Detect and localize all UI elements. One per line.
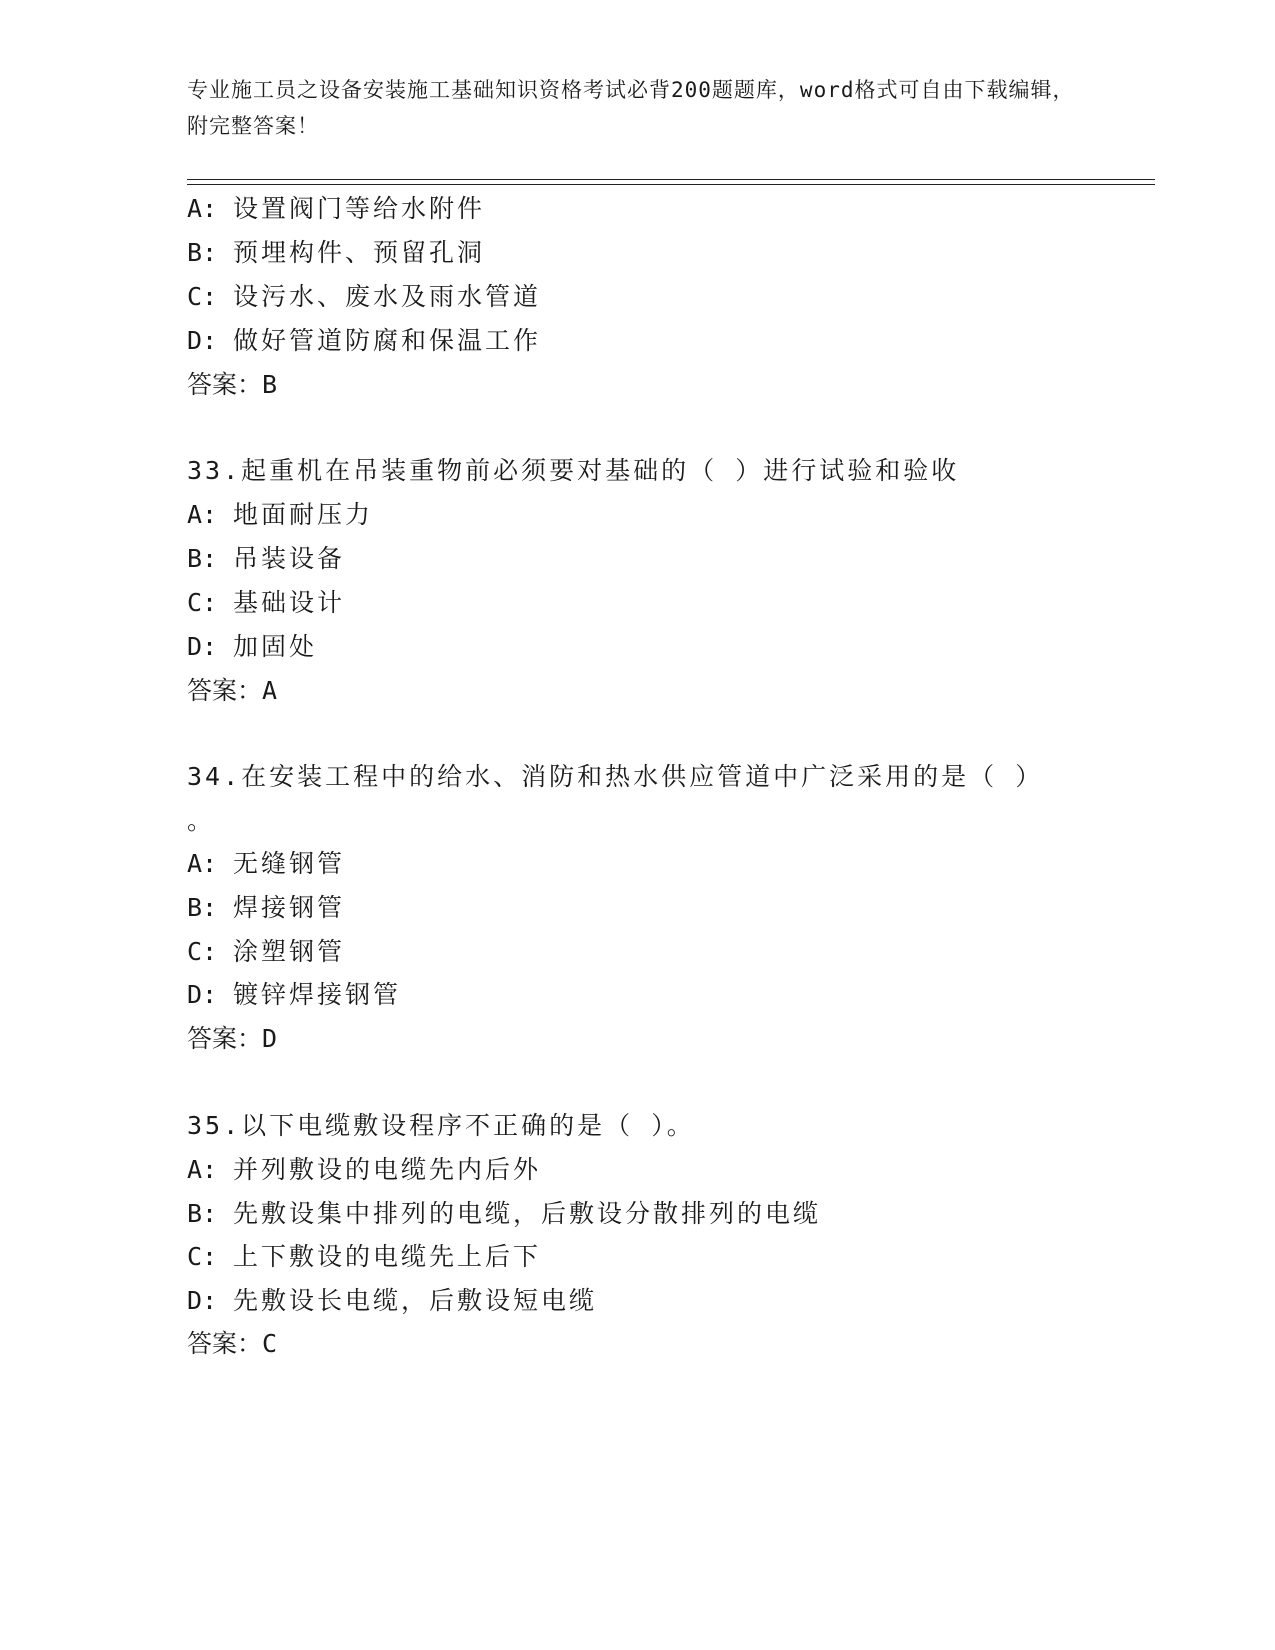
- option-key: A:: [187, 849, 218, 878]
- option-a: [187, 193, 485, 225]
- answer-value: A: [262, 676, 278, 705]
- answer-label: 答案：: [187, 370, 263, 399]
- option-text: 做好管道防腐和保温工作: [233, 326, 542, 355]
- option-text: 镀锌焊接钢管: [233, 980, 402, 1009]
- option-text: 加固处: [233, 632, 318, 661]
- option-text: 焊接钢管: [233, 893, 346, 922]
- option-text: 设污水、废水及雨水管道: [233, 282, 542, 311]
- answer-value: D: [262, 1024, 278, 1053]
- question-stem: 33.起重机在吊装重物前必须要对基础的（ ）进行试验和验收: [187, 456, 960, 485]
- option-key: A:: [187, 1155, 218, 1184]
- option-key: C:: [187, 1242, 218, 1271]
- answer-line: [187, 1328, 277, 1360]
- option-text: 并列敷设的电缆先内后外: [233, 1155, 542, 1184]
- answer-line: [187, 1023, 277, 1055]
- option-d: [187, 1285, 597, 1317]
- option-key: D:: [187, 326, 218, 355]
- option-text: 设置阀门等给水附件: [233, 194, 486, 223]
- option-key: B:: [187, 893, 218, 922]
- question-stem-continuation: 。: [187, 806, 216, 835]
- option-text: 地面耐压力: [233, 500, 374, 529]
- option-c: [187, 936, 345, 968]
- document-header: 专业施工员之设备安装施工基础知识资格考试必背200题题库，word格式可自由下载编辑，附完整答案！: [187, 78, 1075, 138]
- option-key: D:: [187, 980, 218, 1009]
- option-key: D:: [187, 632, 218, 661]
- header-divider-top: [187, 179, 1155, 180]
- answer-label: 答案：: [187, 1024, 263, 1053]
- option-key: C:: [187, 588, 218, 617]
- option-key: D:: [187, 1286, 218, 1315]
- option-a: [187, 848, 345, 880]
- option-key: B:: [187, 544, 218, 573]
- option-key: A:: [187, 194, 218, 223]
- option-key: A:: [187, 500, 218, 529]
- option-d: [187, 979, 401, 1011]
- option-text: 吊装设备: [233, 544, 346, 573]
- option-text: 涂塑钢管: [233, 937, 346, 966]
- option-c: [187, 587, 345, 619]
- option-b: [187, 237, 485, 269]
- option-b: [187, 543, 345, 575]
- option-d: [187, 631, 317, 663]
- option-a: [187, 499, 373, 531]
- option-text: 预埋构件、预留孔洞: [233, 238, 486, 267]
- option-key: B:: [187, 238, 218, 267]
- option-b: [187, 1198, 821, 1230]
- option-key: C:: [187, 937, 218, 966]
- option-text: 无缝钢管: [233, 849, 346, 878]
- answer-label: 答案：: [187, 676, 263, 705]
- option-key: B:: [187, 1199, 218, 1228]
- option-key: C:: [187, 282, 218, 311]
- option-c: [187, 1241, 541, 1273]
- option-text: 上下敷设的电缆先上后下: [233, 1242, 542, 1271]
- answer-line: [187, 369, 277, 401]
- answer-line: [187, 675, 277, 707]
- header-divider-bottom: [187, 184, 1155, 185]
- option-text: 先敷设长电缆，后敷设短电缆: [233, 1286, 598, 1315]
- question-stem: 34.在安装工程中的给水、消防和热水供应管道中广泛采用的是（ ）: [187, 762, 1044, 791]
- option-d: [187, 325, 541, 357]
- option-text: 基础设计: [233, 588, 346, 617]
- answer-value: C: [262, 1329, 278, 1358]
- option-b: [187, 892, 345, 924]
- option-text: 先敷设集中排列的电缆，后敷设分散排列的电缆: [233, 1199, 822, 1228]
- answer-label: 答案：: [187, 1329, 263, 1358]
- option-a: [187, 1154, 541, 1186]
- question-stem: 35.以下电缆敷设程序不正确的是（ ）。: [187, 1111, 695, 1140]
- option-c: [187, 281, 541, 313]
- answer-value: B: [262, 370, 278, 399]
